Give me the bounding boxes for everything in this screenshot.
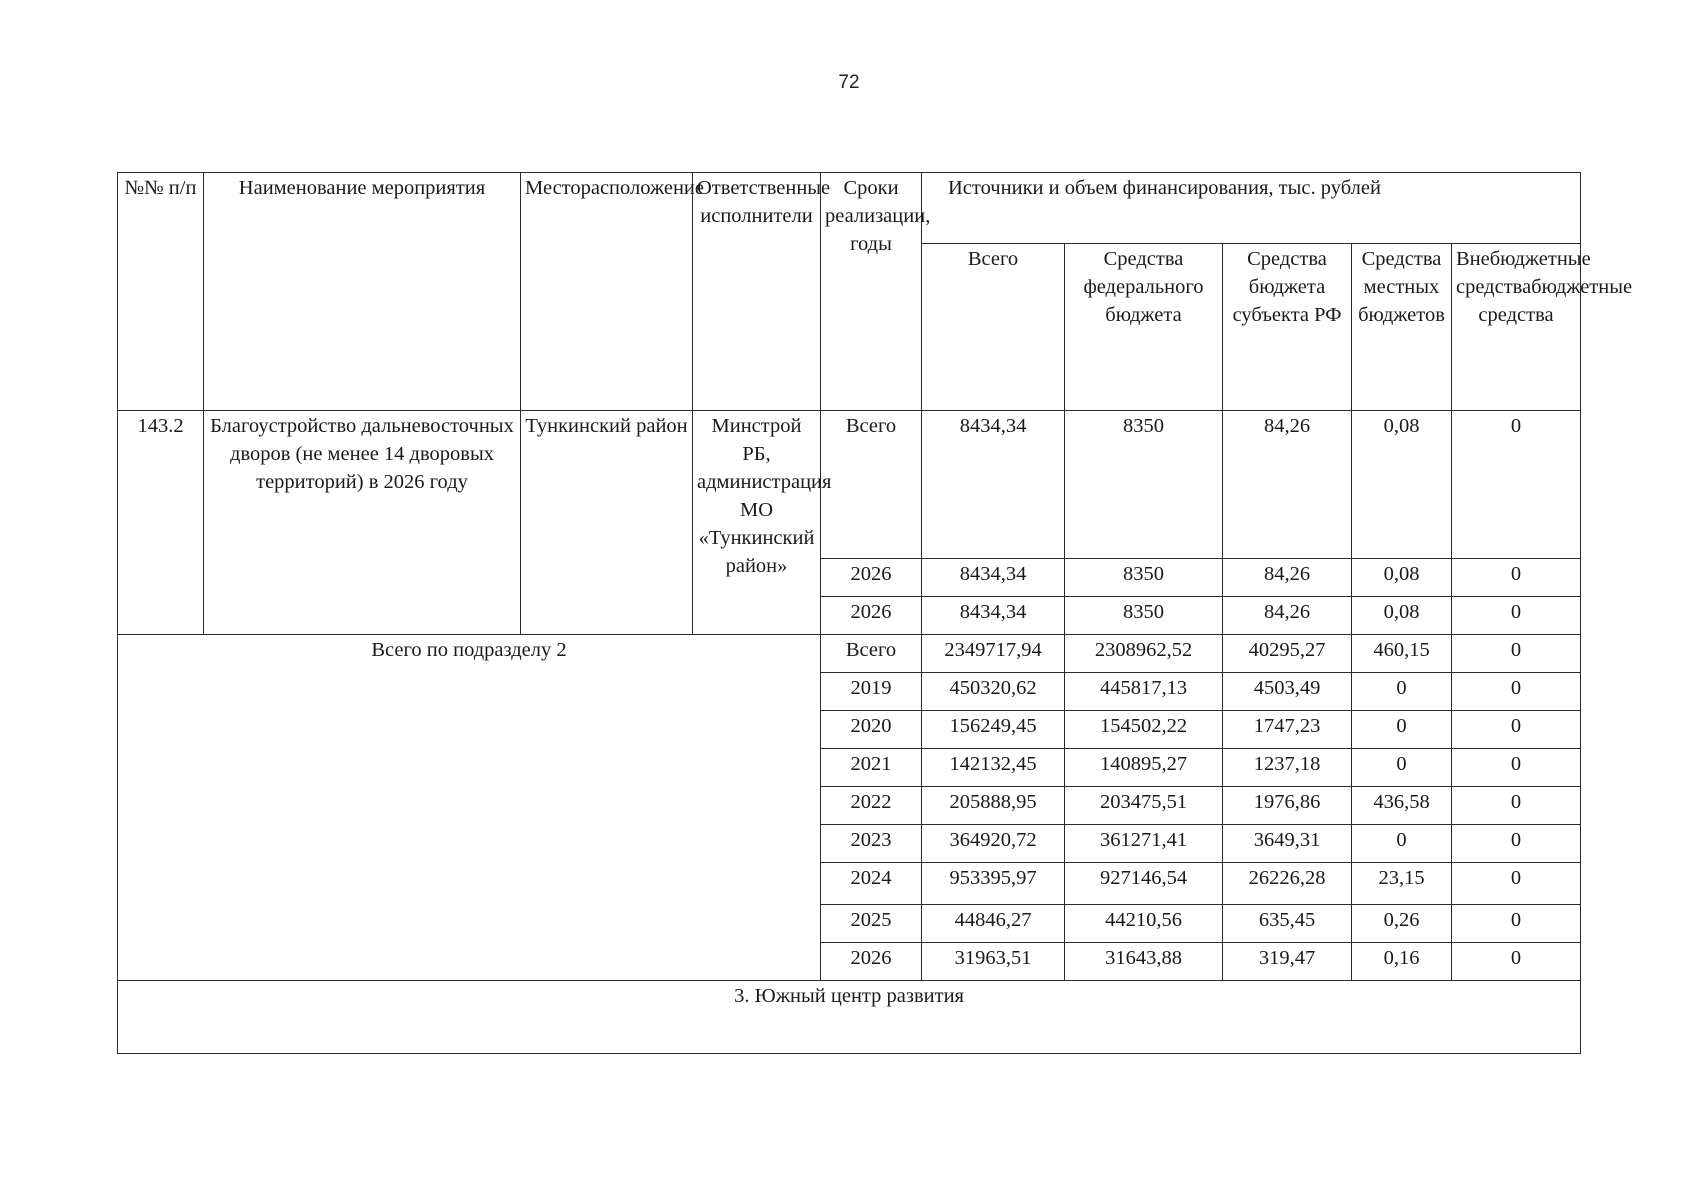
cell-year: Всего (821, 635, 922, 673)
financing-table (117, 172, 1633, 1054)
cell-federal: 203475,51 (1065, 787, 1223, 825)
section-title: 3. Южный центр развития (118, 981, 1581, 1054)
cell-regional: 84,26 (1223, 597, 1352, 635)
cell-year: 2026 (821, 559, 922, 597)
cell-regional: 26226,28 (1223, 863, 1352, 905)
cell-federal: 927146,54 (1065, 863, 1223, 905)
cell-regional: 4503,49 (1223, 673, 1352, 711)
header-sources: Источники и объем финансирования, тыс. рублей (922, 173, 1581, 244)
subtotal-label: Всего по подразделу 2 (118, 635, 821, 981)
cell-local: 0,08 (1352, 411, 1452, 559)
cell-regional: 635,45 (1223, 905, 1352, 943)
header-total: Всего (922, 244, 1065, 411)
cell-total: 8434,34 (922, 411, 1065, 559)
cell-federal: 445817,13 (1065, 673, 1223, 711)
cell-extra: 0 (1452, 711, 1581, 749)
header-extra: Внебюджетные средствабюджетные средства (1452, 244, 1581, 411)
cell-federal: 154502,22 (1065, 711, 1223, 749)
cell-local: 0 (1352, 711, 1452, 749)
cell-year: 2019 (821, 673, 922, 711)
cell-regional: 1747,23 (1223, 711, 1352, 749)
cell-year: Всего (821, 411, 922, 559)
item-responsible: Минстрой РБ, администрация МО «Тункинский район» (693, 411, 821, 635)
header-regional: Средства бюджета субъекта РФ (1223, 244, 1352, 411)
cell-federal: 44210,56 (1065, 905, 1223, 943)
header-federal: Средства федерального бюджета (1065, 244, 1223, 411)
cell-extra: 0 (1452, 863, 1581, 905)
cell-local: 0,16 (1352, 943, 1452, 981)
header-responsible: Ответственные исполнители (693, 173, 821, 411)
cell-year: 2021 (821, 749, 922, 787)
cell-federal: 8350 (1065, 559, 1223, 597)
header-period: Сроки реализации, годы (821, 173, 922, 411)
cell-regional: 84,26 (1223, 411, 1352, 559)
cell-extra: 0 (1452, 905, 1581, 943)
table-row (118, 411, 1581, 559)
header-row-top (118, 173, 1581, 244)
item-name: Благоустройство дальневосточных дворов (не менее 14 дворовых территорий) в 2026 году (204, 411, 521, 635)
cell-federal: 2308962,52 (1065, 635, 1223, 673)
cell-regional: 84,26 (1223, 559, 1352, 597)
cell-total: 450320,62 (922, 673, 1065, 711)
cell-local: 0,26 (1352, 905, 1452, 943)
cell-extra: 0 (1452, 943, 1581, 981)
cell-extra: 0 (1452, 825, 1581, 863)
item-location: Тункинский район (521, 411, 693, 635)
cell-year: 2026 (821, 597, 922, 635)
cell-local: 0,08 (1352, 559, 1452, 597)
table-row (118, 635, 1581, 673)
item-num: 143.2 (118, 411, 204, 635)
header-num: №№ п/п (118, 173, 204, 411)
cell-extra: 0 (1452, 559, 1581, 597)
cell-regional: 1237,18 (1223, 749, 1352, 787)
cell-total: 156249,45 (922, 711, 1065, 749)
cell-extra: 0 (1452, 411, 1581, 559)
header-location: Месторасположение (521, 173, 693, 411)
cell-regional: 3649,31 (1223, 825, 1352, 863)
cell-total: 8434,34 (922, 597, 1065, 635)
cell-extra: 0 (1452, 787, 1581, 825)
cell-year: 2023 (821, 825, 922, 863)
cell-federal: 361271,41 (1065, 825, 1223, 863)
cell-total: 953395,97 (922, 863, 1065, 905)
cell-total: 205888,95 (922, 787, 1065, 825)
cell-local: 0 (1352, 749, 1452, 787)
cell-regional: 40295,27 (1223, 635, 1352, 673)
cell-year: 2024 (821, 863, 922, 905)
cell-year: 2025 (821, 905, 922, 943)
cell-extra: 0 (1452, 749, 1581, 787)
cell-year: 2020 (821, 711, 922, 749)
cell-regional: 319,47 (1223, 943, 1352, 981)
header-name: Наименование мероприятия (204, 173, 521, 411)
cell-federal: 31643,88 (1065, 943, 1223, 981)
cell-total: 8434,34 (922, 559, 1065, 597)
header-local: Средства местных бюджетов (1352, 244, 1452, 411)
cell-local: 436,58 (1352, 787, 1452, 825)
cell-federal: 8350 (1065, 411, 1223, 559)
cell-extra: 0 (1452, 635, 1581, 673)
cell-local: 0 (1352, 673, 1452, 711)
page-number: 72 (838, 72, 860, 93)
cell-year: 2022 (821, 787, 922, 825)
cell-regional: 1976,86 (1223, 787, 1352, 825)
cell-federal: 140895,27 (1065, 749, 1223, 787)
cell-total: 142132,45 (922, 749, 1065, 787)
cell-local: 460,15 (1352, 635, 1452, 673)
cell-extra: 0 (1452, 673, 1581, 711)
cell-federal: 8350 (1065, 597, 1223, 635)
cell-total: 31963,51 (922, 943, 1065, 981)
cell-total: 364920,72 (922, 825, 1065, 863)
cell-year: 2026 (821, 943, 922, 981)
cell-total: 2349717,94 (922, 635, 1065, 673)
cell-local: 0 (1352, 825, 1452, 863)
cell-total: 44846,27 (922, 905, 1065, 943)
section-row (118, 981, 1581, 1054)
cell-extra: 0 (1452, 597, 1581, 635)
cell-local: 23,15 (1352, 863, 1452, 905)
cell-local: 0,08 (1352, 597, 1452, 635)
